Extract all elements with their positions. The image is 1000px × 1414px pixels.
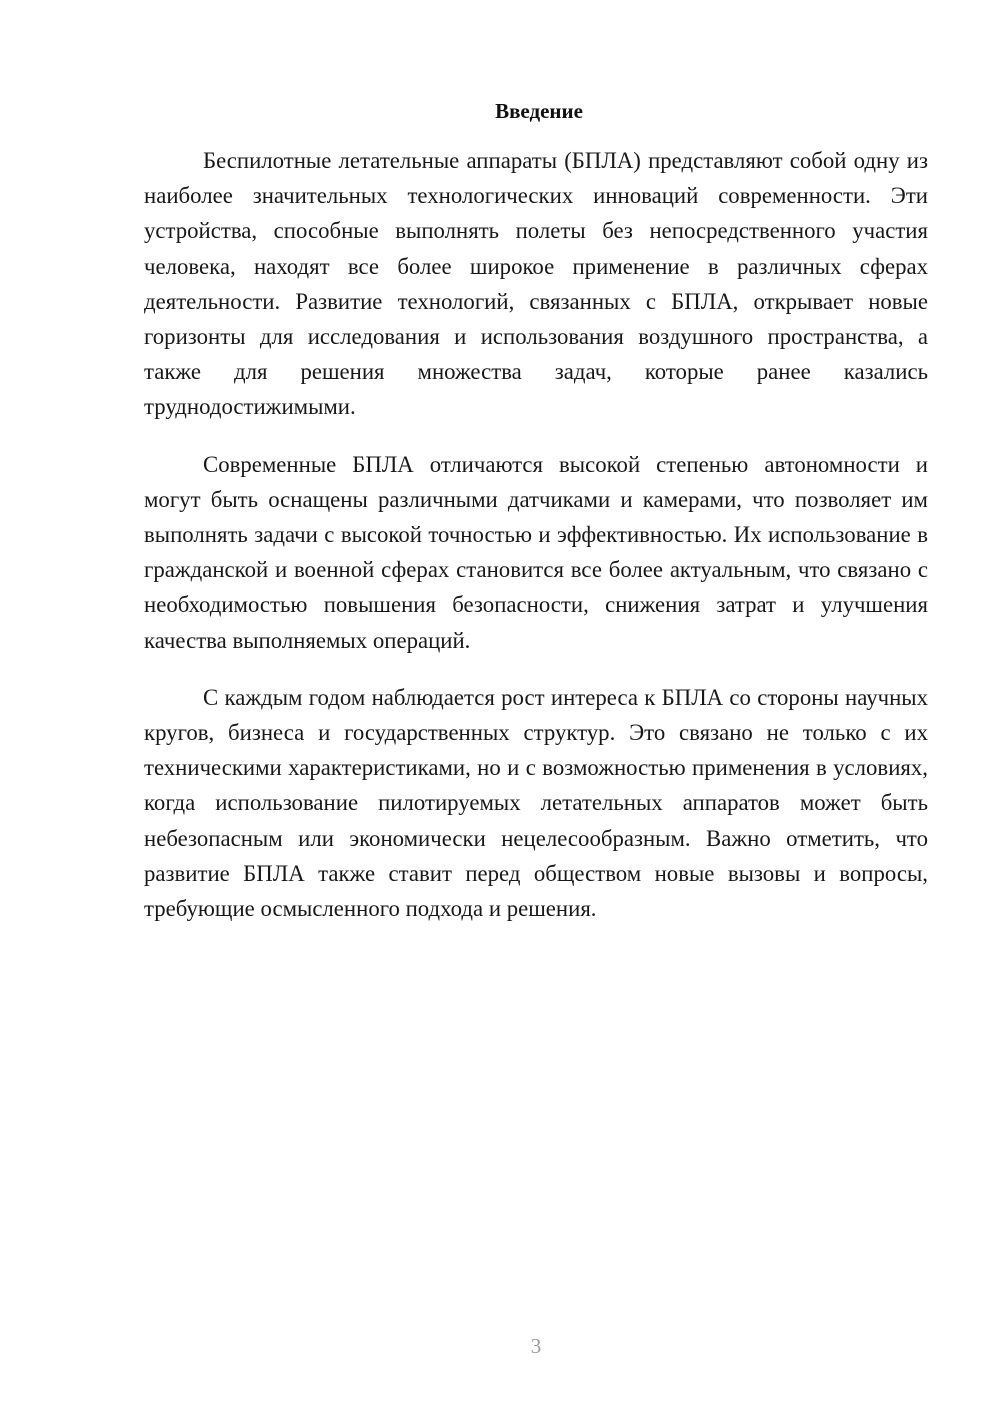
section-title: Введение [495, 99, 583, 123]
page-number: 3 [530, 1334, 542, 1358]
paragraph: Беспилотные летательные аппараты (БПЛА) представляют собой одну из наиболее значительных технологических инноваций современности. Эти устройства, способные выполнять полеты без непосредственного участия человека, находят все более широкое применение в различных сферах деятельности. Развитие технологий, связанных с БПЛА, открывает новые горизонты для исследования и использования воздушного пространства, а также для решения множества задач, которые ранее казались труднодостижимыми. [144, 148, 928, 420]
paragraph: Современные БПЛА отличаются высокой степенью автономности и могут быть оснащены различными датчиками и камерами, что позволяет им выполнять задачи с высокой точностью и эффективностью. Их использование в гражданской и военной сферах становится все более актуальным, что связано с необходимостью повышения безопасности, снижения затрат и улучшения качества выполняемых операций. [144, 451, 928, 653]
paragraph: С каждым годом наблюдается рост интереса к БПЛА со стороны научных кругов, бизнеса и государственных структур. Это связано не только с их техническими характеристиками, но и с возможностью применения в условиях, когда использование пилотируемых летательных аппаратов может быть небезопасным или экономически нецелесообразным. Важно отметить, что развитие БПЛА также ставит перед обществом новые вызовы и вопросы, требующие осмысленного подхода и решения. [144, 684, 928, 922]
page-content [144, 96, 928, 926]
